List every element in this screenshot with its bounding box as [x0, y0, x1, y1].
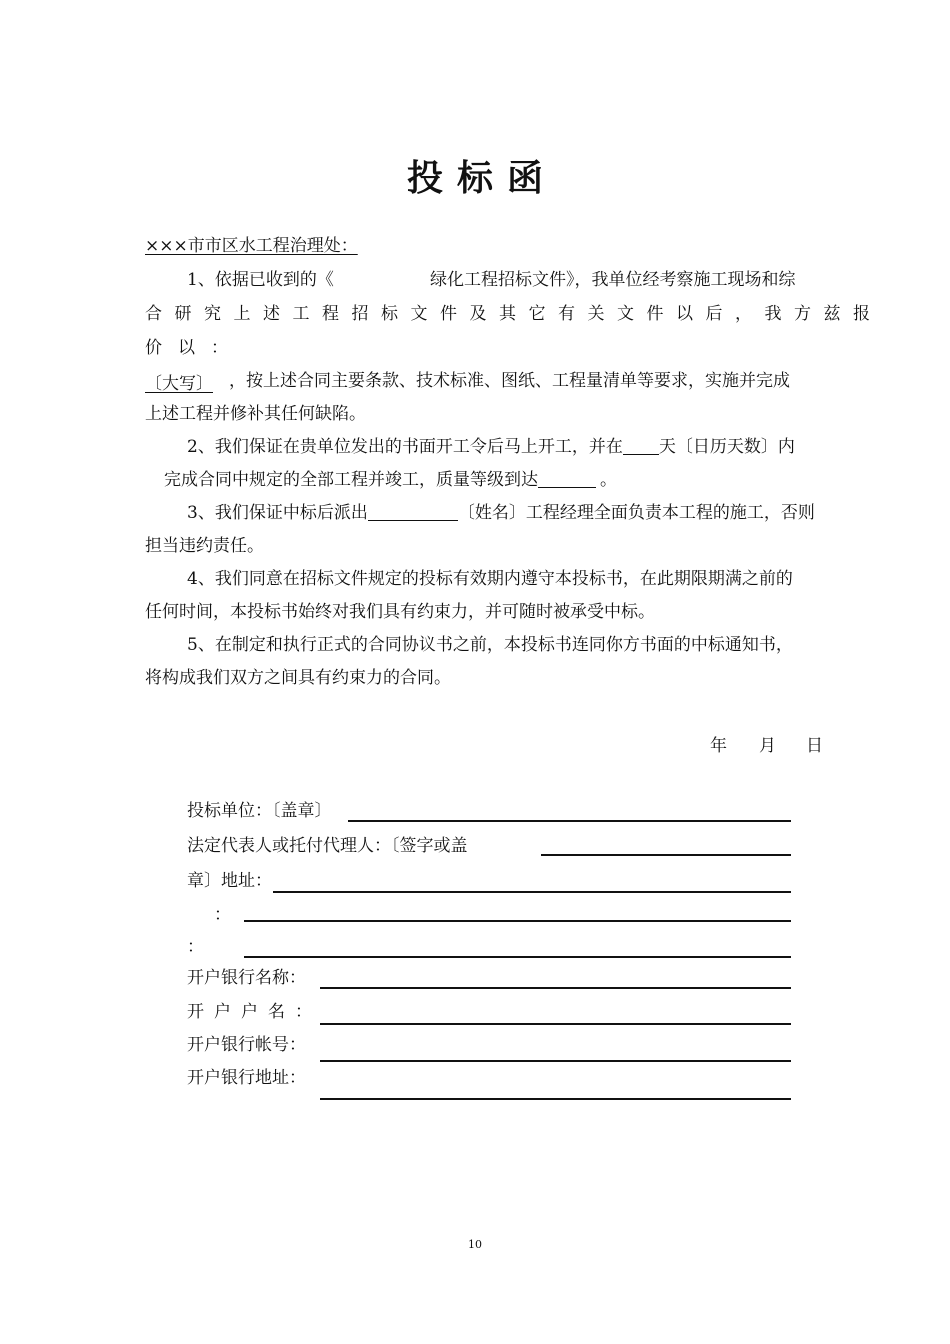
p4-line2: 任何时间，本投标书始终对我们具有约束力，并可随时被承受中标。: [145, 602, 655, 622]
p1-line4: [145, 371, 790, 394]
quality-field[interactable]: [538, 471, 596, 488]
p1-line1-end: 绿化工程招标文件》，我单位经考察施工现场和综: [430, 270, 796, 290]
p2-line1-start: 2、我们保证在贵单位发出的书面开工令后马上开工，并在: [187, 437, 623, 457]
colon-2: ：: [187, 937, 204, 957]
p2-line2-end: 。: [600, 470, 617, 490]
address-label: 章〕地址：: [187, 871, 272, 891]
page-number: 10: [468, 1238, 482, 1251]
bank-address-field[interactable]: [320, 1098, 791, 1100]
extra-field-2[interactable]: [244, 956, 791, 958]
bidder-field[interactable]: [348, 820, 791, 822]
bidder-label: 投标单位：〔盖章〕: [187, 801, 332, 821]
days-field[interactable]: [623, 438, 659, 455]
date-year: 年: [710, 736, 727, 756]
amount-label: 〔大写〕: [145, 374, 213, 394]
p3-line2: 担当违约责任。: [145, 536, 264, 556]
representative-label: 法定代表人或托付代理人：〔签字或盖: [187, 836, 468, 856]
p1-line3: 价以：: [145, 338, 244, 358]
bank-address-label: 开户银行地址：: [187, 1068, 306, 1088]
p2-line2-start: 完成合同中规定的全部工程并竣工，质量等级到达: [164, 470, 538, 490]
date-day: 日: [806, 736, 823, 756]
p1-line1-start: 1、依据已收到的《: [187, 270, 334, 290]
amount-field[interactable]: [145, 374, 219, 394]
p5-line1: 5、在制定和执行正式的合同协议书之前，本投标书连同你方书面的中标通知书，: [187, 635, 793, 655]
p2-line1: [187, 437, 795, 457]
p3-line1-end: 〔姓名〕工程经理全面负责本工程的施工，否则: [457, 503, 815, 523]
addressee: ×××市市区水工程治理处：: [145, 236, 358, 256]
account-name-field[interactable]: [320, 1023, 791, 1025]
account-name-label: 开户户名：: [187, 1002, 322, 1022]
p1-line5: 上述工程并修补其任何缺陷。: [145, 404, 366, 424]
manager-name-field[interactable]: [368, 504, 458, 521]
representative-field[interactable]: [541, 854, 791, 856]
account-number-label: 开户银行帐号：: [187, 1035, 306, 1055]
p4-line1: 4、我们同意在招标文件规定的投标有效期内遵守本投标书，在此期限期满之前的: [187, 569, 793, 589]
date-month: 月: [759, 736, 776, 756]
p1-line2: 合研究上述工程招标文件及其它有关文件以后，我方兹报: [145, 304, 883, 324]
account-number-field[interactable]: [320, 1060, 791, 1062]
p1-line4-rest: ，按上述合同主要条款、技术标准、图纸、工程量清单等要求，实施并完成: [229, 371, 790, 391]
colon-1: ：: [214, 905, 231, 925]
bank-name-label: 开户银行名称：: [187, 968, 306, 988]
p3-line1-start: 3、我们保证中标后派出: [187, 503, 368, 523]
document-title: 投标函: [406, 158, 557, 199]
bank-name-field[interactable]: [320, 987, 791, 989]
p2-line2: [164, 470, 617, 490]
p2-line1-end: 天〔日历天数〕内: [658, 437, 795, 457]
p3-line1: [187, 503, 815, 523]
extra-field-1[interactable]: [244, 920, 791, 922]
p5-line2: 将构成我们双方之间具有约束力的合同。: [145, 668, 451, 688]
address-field[interactable]: [273, 891, 791, 893]
